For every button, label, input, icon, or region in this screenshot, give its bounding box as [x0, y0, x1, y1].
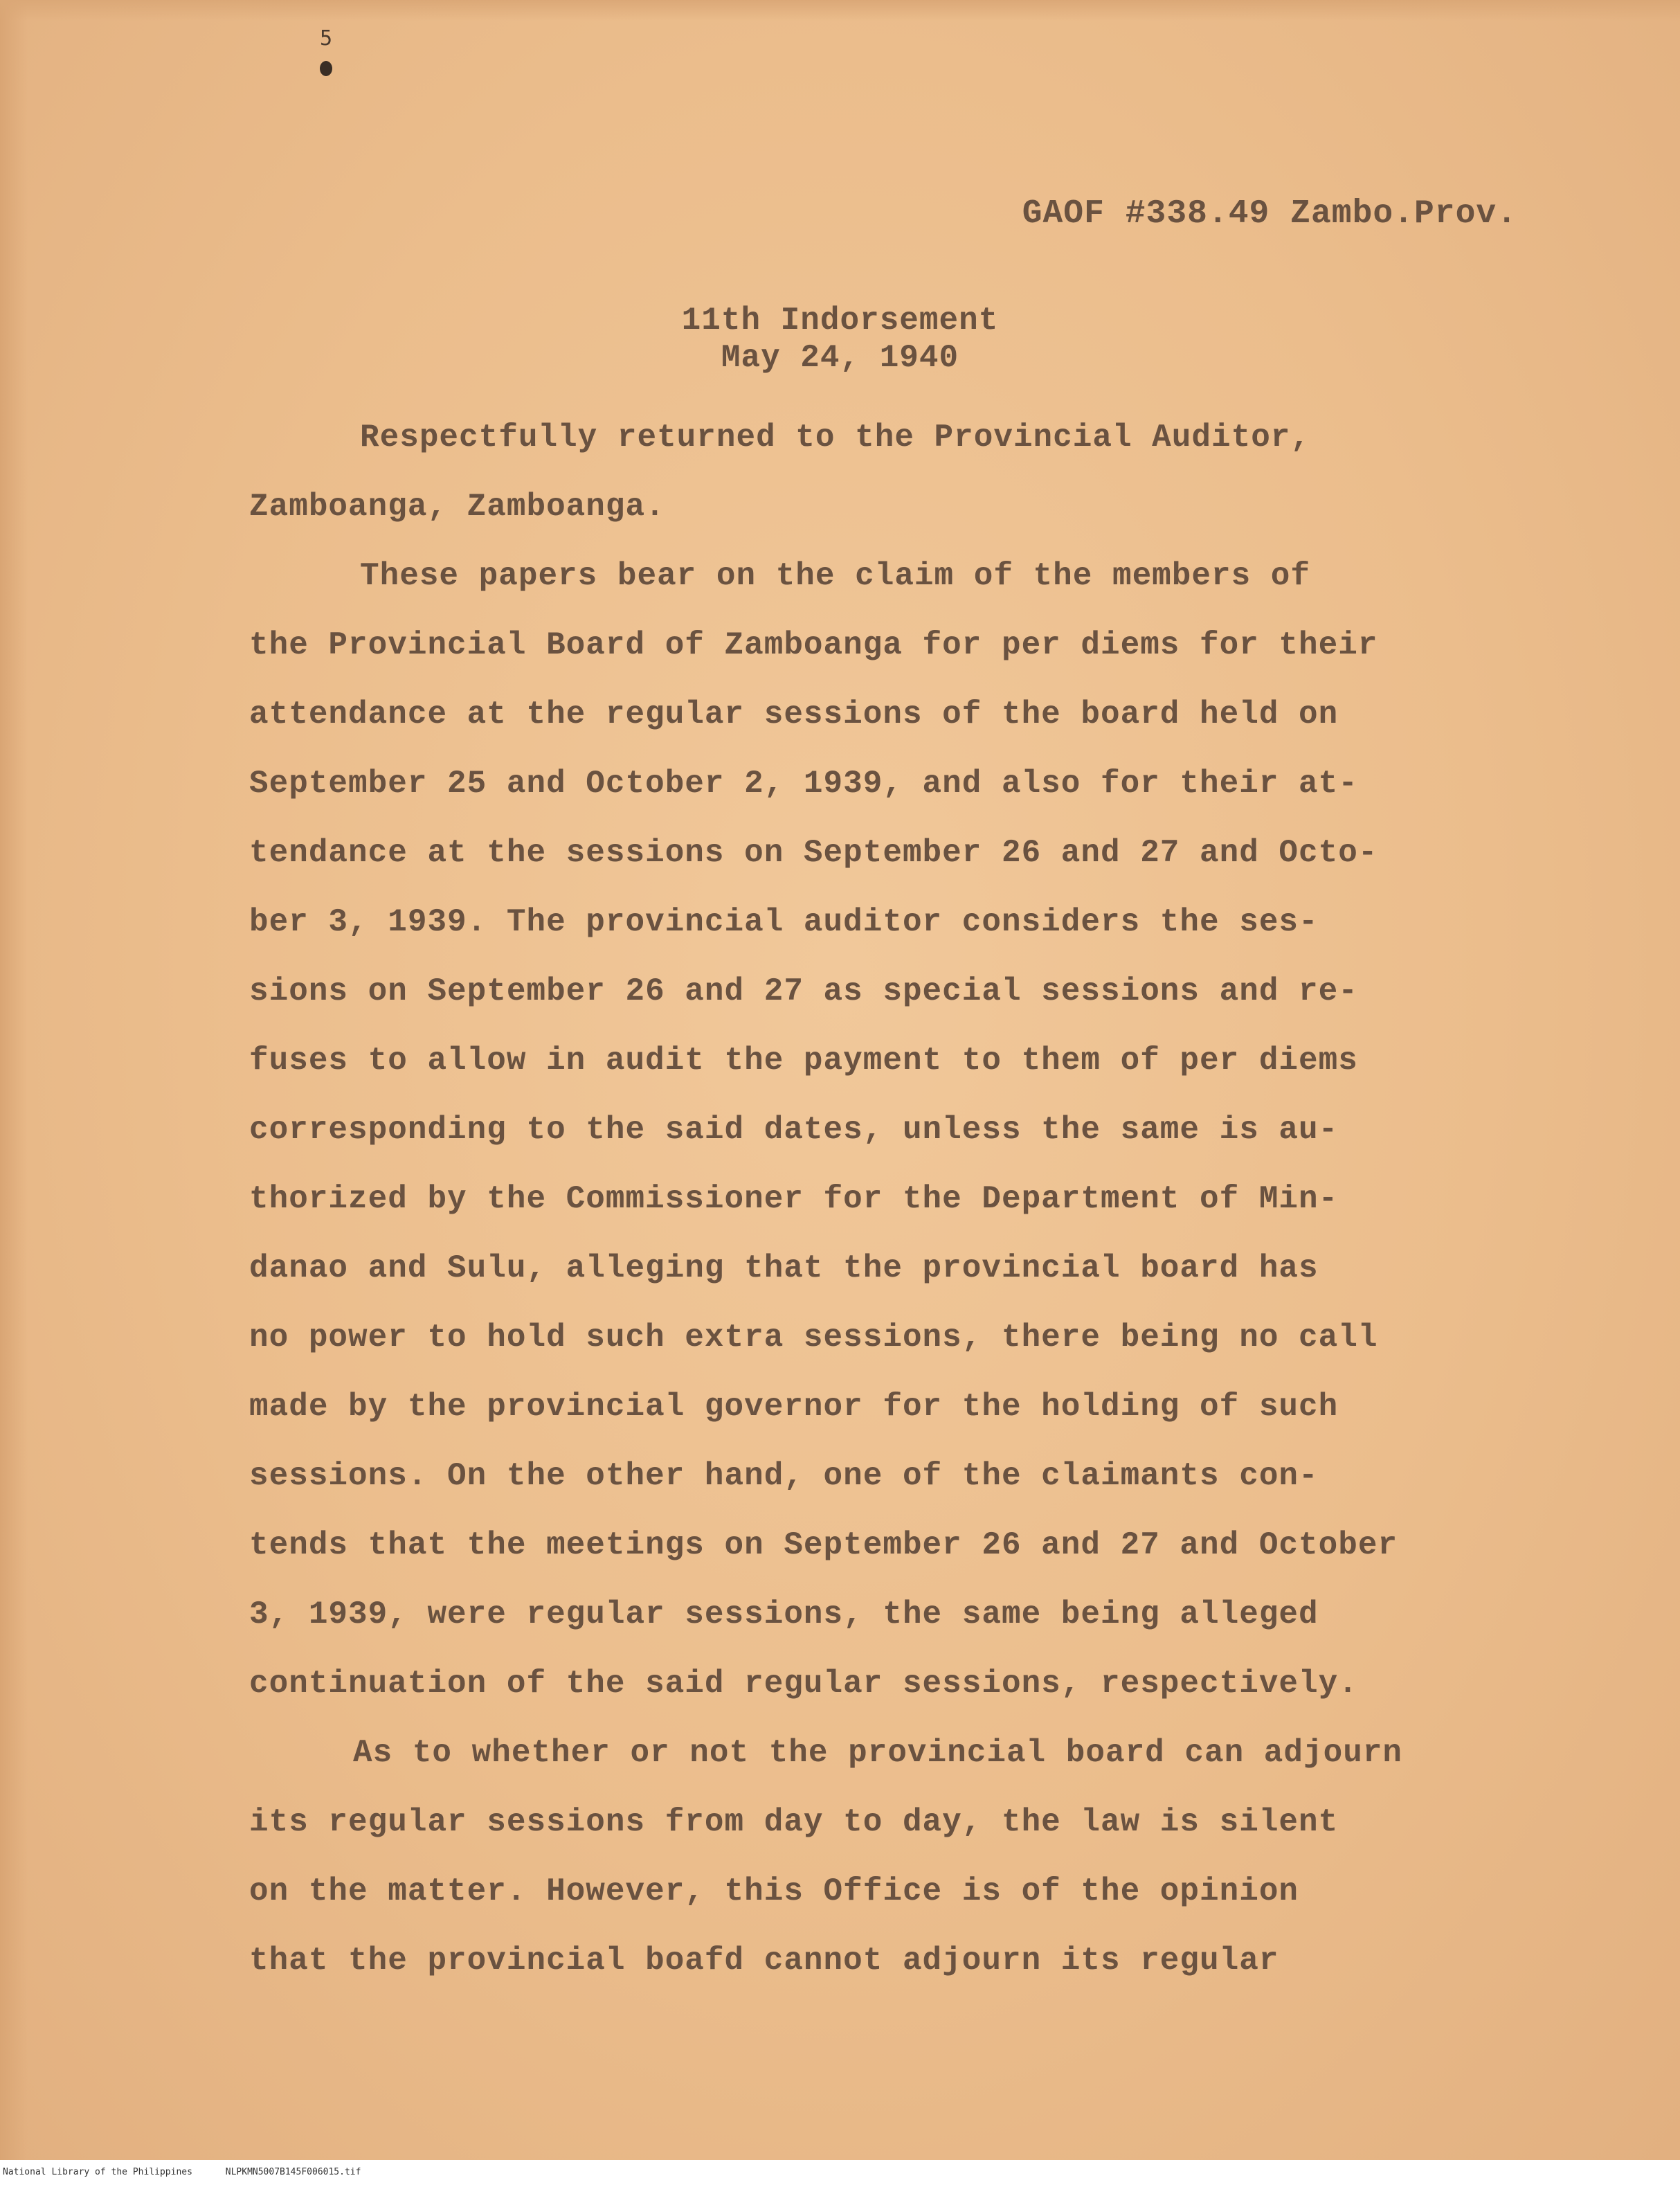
body-line: These papers bear on the claim of the members of [360, 558, 1311, 594]
body-line: the Provincial Board of Zamboanga for per diems for their [249, 627, 1378, 663]
body-line: on the matter. However, this Office is of the opinion [249, 1873, 1299, 1909]
body-line: that the provincial boafd cannot adjourn its regular [249, 1943, 1279, 1979]
body-line: thorized by the Commissioner for the Department of Min- [249, 1181, 1339, 1217]
body-line: 3, 1939, were regular sessions, the same being alleged [249, 1596, 1319, 1632]
ink-dot [320, 61, 332, 76]
body-text [249, 410, 1467, 2002]
scan-footer-text [3, 2167, 388, 2177]
body-line: September 25 and October 2, 1939, and also for their at- [249, 766, 1358, 802]
file-reference: GAOF #338.49 Zambo.Prov. [1022, 195, 1517, 233]
body-line: attendance at the regular sessions of the board held on [249, 696, 1339, 732]
body-line: made by the provincial governor for the holding of such [249, 1389, 1339, 1425]
body-line: no power to hold such extra sessions, there being no call [249, 1320, 1378, 1356]
body-line: tendance at the sessions on September 26 and 27 and Octo- [249, 835, 1378, 871]
indorsement-number: 11th Indorsement [681, 303, 999, 339]
body-line: sessions. On the other hand, one of the claimants con- [249, 1458, 1319, 1494]
file-id: NLPKMN5007B145F006015.tif [225, 2167, 361, 2177]
body-line: continuation of the said regular sessions, respectively. [249, 1666, 1358, 1702]
body-line: As to whether or not the provincial board can adjourn [353, 1735, 1403, 1771]
body-line: sions on September 26 and 27 as special sessions and re- [249, 973, 1358, 1009]
body-line: ber 3, 1939. The provincial auditor considers the ses- [249, 904, 1319, 940]
indorsement-date: May 24, 1940 [721, 340, 959, 376]
paper-edge-top [0, 0, 1680, 21]
body-line: danao and Sulu, alleging that the provincial board has [249, 1250, 1319, 1286]
indorsement-heading [0, 302, 1680, 377]
body-line: tends that the meetings on September 26 and 27 and October [249, 1527, 1398, 1563]
body-line: fuses to allow in audit the payment to them of per diems [249, 1043, 1358, 1079]
body-line: its regular sessions from day to day, the law is silent [249, 1804, 1339, 1840]
margin-mark: 5 [320, 26, 333, 51]
body-line: Respectfully returned to the Provincial Auditor, [360, 420, 1311, 456]
library-name: National Library of the Philippines [3, 2167, 192, 2177]
body-line: Zamboanga, Zamboanga. [249, 489, 665, 525]
body-line: corresponding to the said dates, unless the same is au- [249, 1112, 1339, 1148]
